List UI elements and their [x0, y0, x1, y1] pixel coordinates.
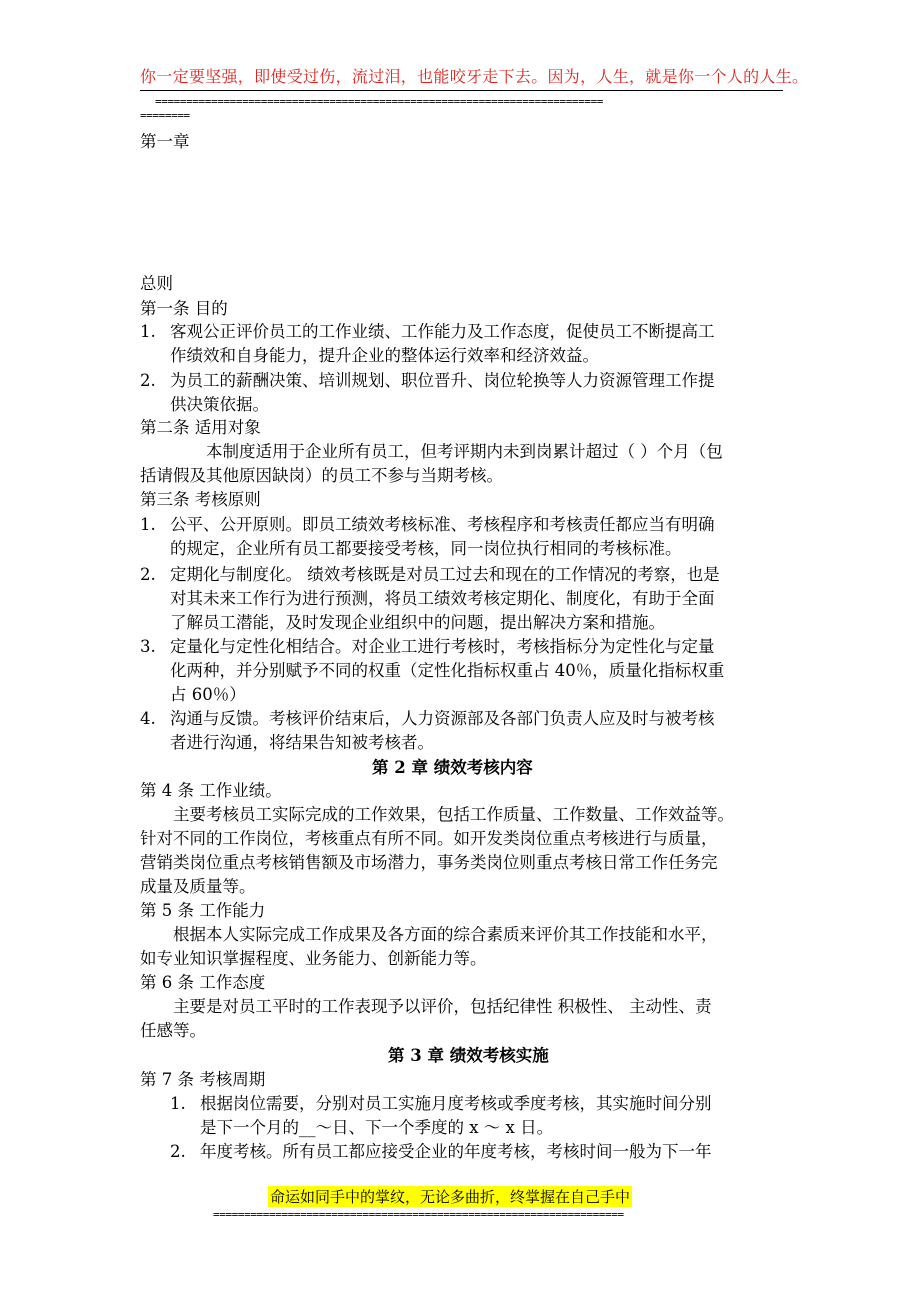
- list-text-continued: 对其未来工作行为进行预测，将员工绩效考核定期化、制度化，有助于全面: [170, 589, 715, 608]
- article-4-text: 主要考核员工实际完成的工作效果，包括工作质量、工作数量、工作效益等。: [173, 805, 734, 824]
- list-text: 年度考核。所有员工都应接受企业的年度考核，考核时间一般为下一年: [200, 1142, 712, 1161]
- list-text: 公平、公开原则。即员工绩效考核标准、考核程序和考核责任都应当有明确: [170, 515, 715, 534]
- list-item: [140, 370, 715, 392]
- list-text: 客观公正评价员工的工作业绩、工作能力及工作态度，促使员工不断提高工: [170, 322, 715, 341]
- list-item: [140, 321, 715, 343]
- list-text-continued: 供决策依据。: [170, 395, 269, 414]
- article-4-text-continued: 成量及质量等。: [140, 877, 256, 896]
- header-rule: [140, 90, 783, 91]
- list-text: 定量化与定性化相结合。对企业工进行考核时，考核指标分为定性化与定量: [170, 637, 715, 656]
- list-text-continued: 是下一个月的__～日、下一个季度的 x ～ x 日。: [200, 1118, 554, 1137]
- list-text: 为员工的薪酬决策、培训规划、职位晋升、岗位轮换等人力资源管理工作提: [170, 371, 715, 390]
- chapter-3-title: 第 3 章 绩效考核实施: [388, 1046, 549, 1065]
- article-2-text-continued: 括请假及其他原因缺岗）的员工不参与当期考核。: [140, 466, 503, 485]
- list-number: 1.: [140, 515, 156, 534]
- article-1-heading: 第一条 目的: [140, 299, 228, 318]
- header-separator-1: ========================================================================: [155, 96, 604, 108]
- article-5-text-continued: 如专业知识掌握程度、业务能力、创新能力等。: [140, 949, 487, 968]
- chapter-2-title: 第 2 章 绩效考核内容: [372, 758, 533, 777]
- article-5-text: 根据本人实际完成工作成果及各方面的综合素质来评价其工作技能和水平，: [173, 925, 718, 944]
- list-text-continued: 者进行沟通，将结果告知被考核者。: [170, 733, 434, 752]
- list-item: [140, 514, 715, 536]
- article-7-heading: 第 7 条 考核周期: [140, 1070, 266, 1089]
- article-4-text-continued: 针对不同的工作岗位，考核重点有所不同。如开发类岗位重点考核进行与质量，: [140, 829, 718, 848]
- article-2-text: 本制度适用于企业所有员工，但考评期内未到岗累计超过（ ）个月（包: [206, 442, 723, 461]
- list-number: 3.: [140, 637, 156, 656]
- header-separator-2: ========: [140, 110, 190, 122]
- chapter-1-title: 第一章: [140, 132, 190, 151]
- list-item: [140, 564, 720, 586]
- list-text: 根据岗位需要，分别对员工实施月度考核或季度考核，其实施时间分别: [200, 1094, 712, 1113]
- article-6-text: 主要是对员工平时的工作表现予以评价，包括纪律性 积极性、 主动性、责: [173, 997, 712, 1016]
- chapter-1-subtitle: 总则: [140, 274, 173, 293]
- list-text-continued: 了解员工潜能，及时发现企业组织中的问题，提出解决方案和措施。: [170, 613, 665, 632]
- list-text-continued: 的规定，企业所有员工都要接受考核，同一岗位执行相同的考核标准。: [170, 539, 682, 558]
- header-quote: 你一定要坚强，即使受过伤，流过泪，也能咬牙走下去。因为，人生，就是你一个人的人生。: [140, 67, 809, 86]
- footer-separator: ==================================================================: [213, 1209, 624, 1221]
- list-item: [140, 708, 715, 730]
- list-item: [170, 1141, 712, 1163]
- list-text-continued: 占 60％）: [170, 685, 246, 704]
- list-number: 1.: [140, 322, 156, 341]
- list-number: 2.: [140, 371, 156, 390]
- list-number: 2.: [170, 1142, 186, 1161]
- list-number: 1.: [170, 1094, 186, 1113]
- list-text-continued: 化两种，并分别赋予不同的权重（定性化指标权重占 40％，质量化指标权重: [170, 661, 725, 680]
- list-item: [170, 1093, 712, 1115]
- article-3-heading: 第三条 考核原则: [140, 490, 261, 509]
- article-5-heading: 第 5 条 工作能力: [140, 901, 266, 920]
- list-number: 2.: [140, 565, 156, 584]
- list-text: 定期化与制度化。 绩效考核既是对员工过去和现在的工作情况的考察，也是: [170, 565, 720, 584]
- footer-quote: 命运如同手中的掌纹，无论多曲折，终掌握在自己手中: [270, 1188, 631, 1206]
- list-number: 4.: [140, 709, 156, 728]
- article-2-heading: 第二条 适用对象: [140, 418, 261, 437]
- article-4-text-continued: 营销类岗位重点考核销售额及市场潜力，事务类岗位则重点考核日常工作任务完: [140, 853, 718, 872]
- article-4-heading: 第 4 条 工作业绩。: [140, 781, 282, 800]
- article-6-heading: 第 6 条 工作态度: [140, 973, 266, 992]
- list-item: [140, 636, 715, 658]
- article-6-text-continued: 任感等。: [140, 1021, 206, 1040]
- list-text-continued: 作绩效和自身能力，提升企业的整体运行效率和经济效益。: [170, 346, 599, 365]
- list-text: 沟通与反馈。考核评价结束后，人力资源部及各部门负责人应及时与被考核: [170, 709, 715, 728]
